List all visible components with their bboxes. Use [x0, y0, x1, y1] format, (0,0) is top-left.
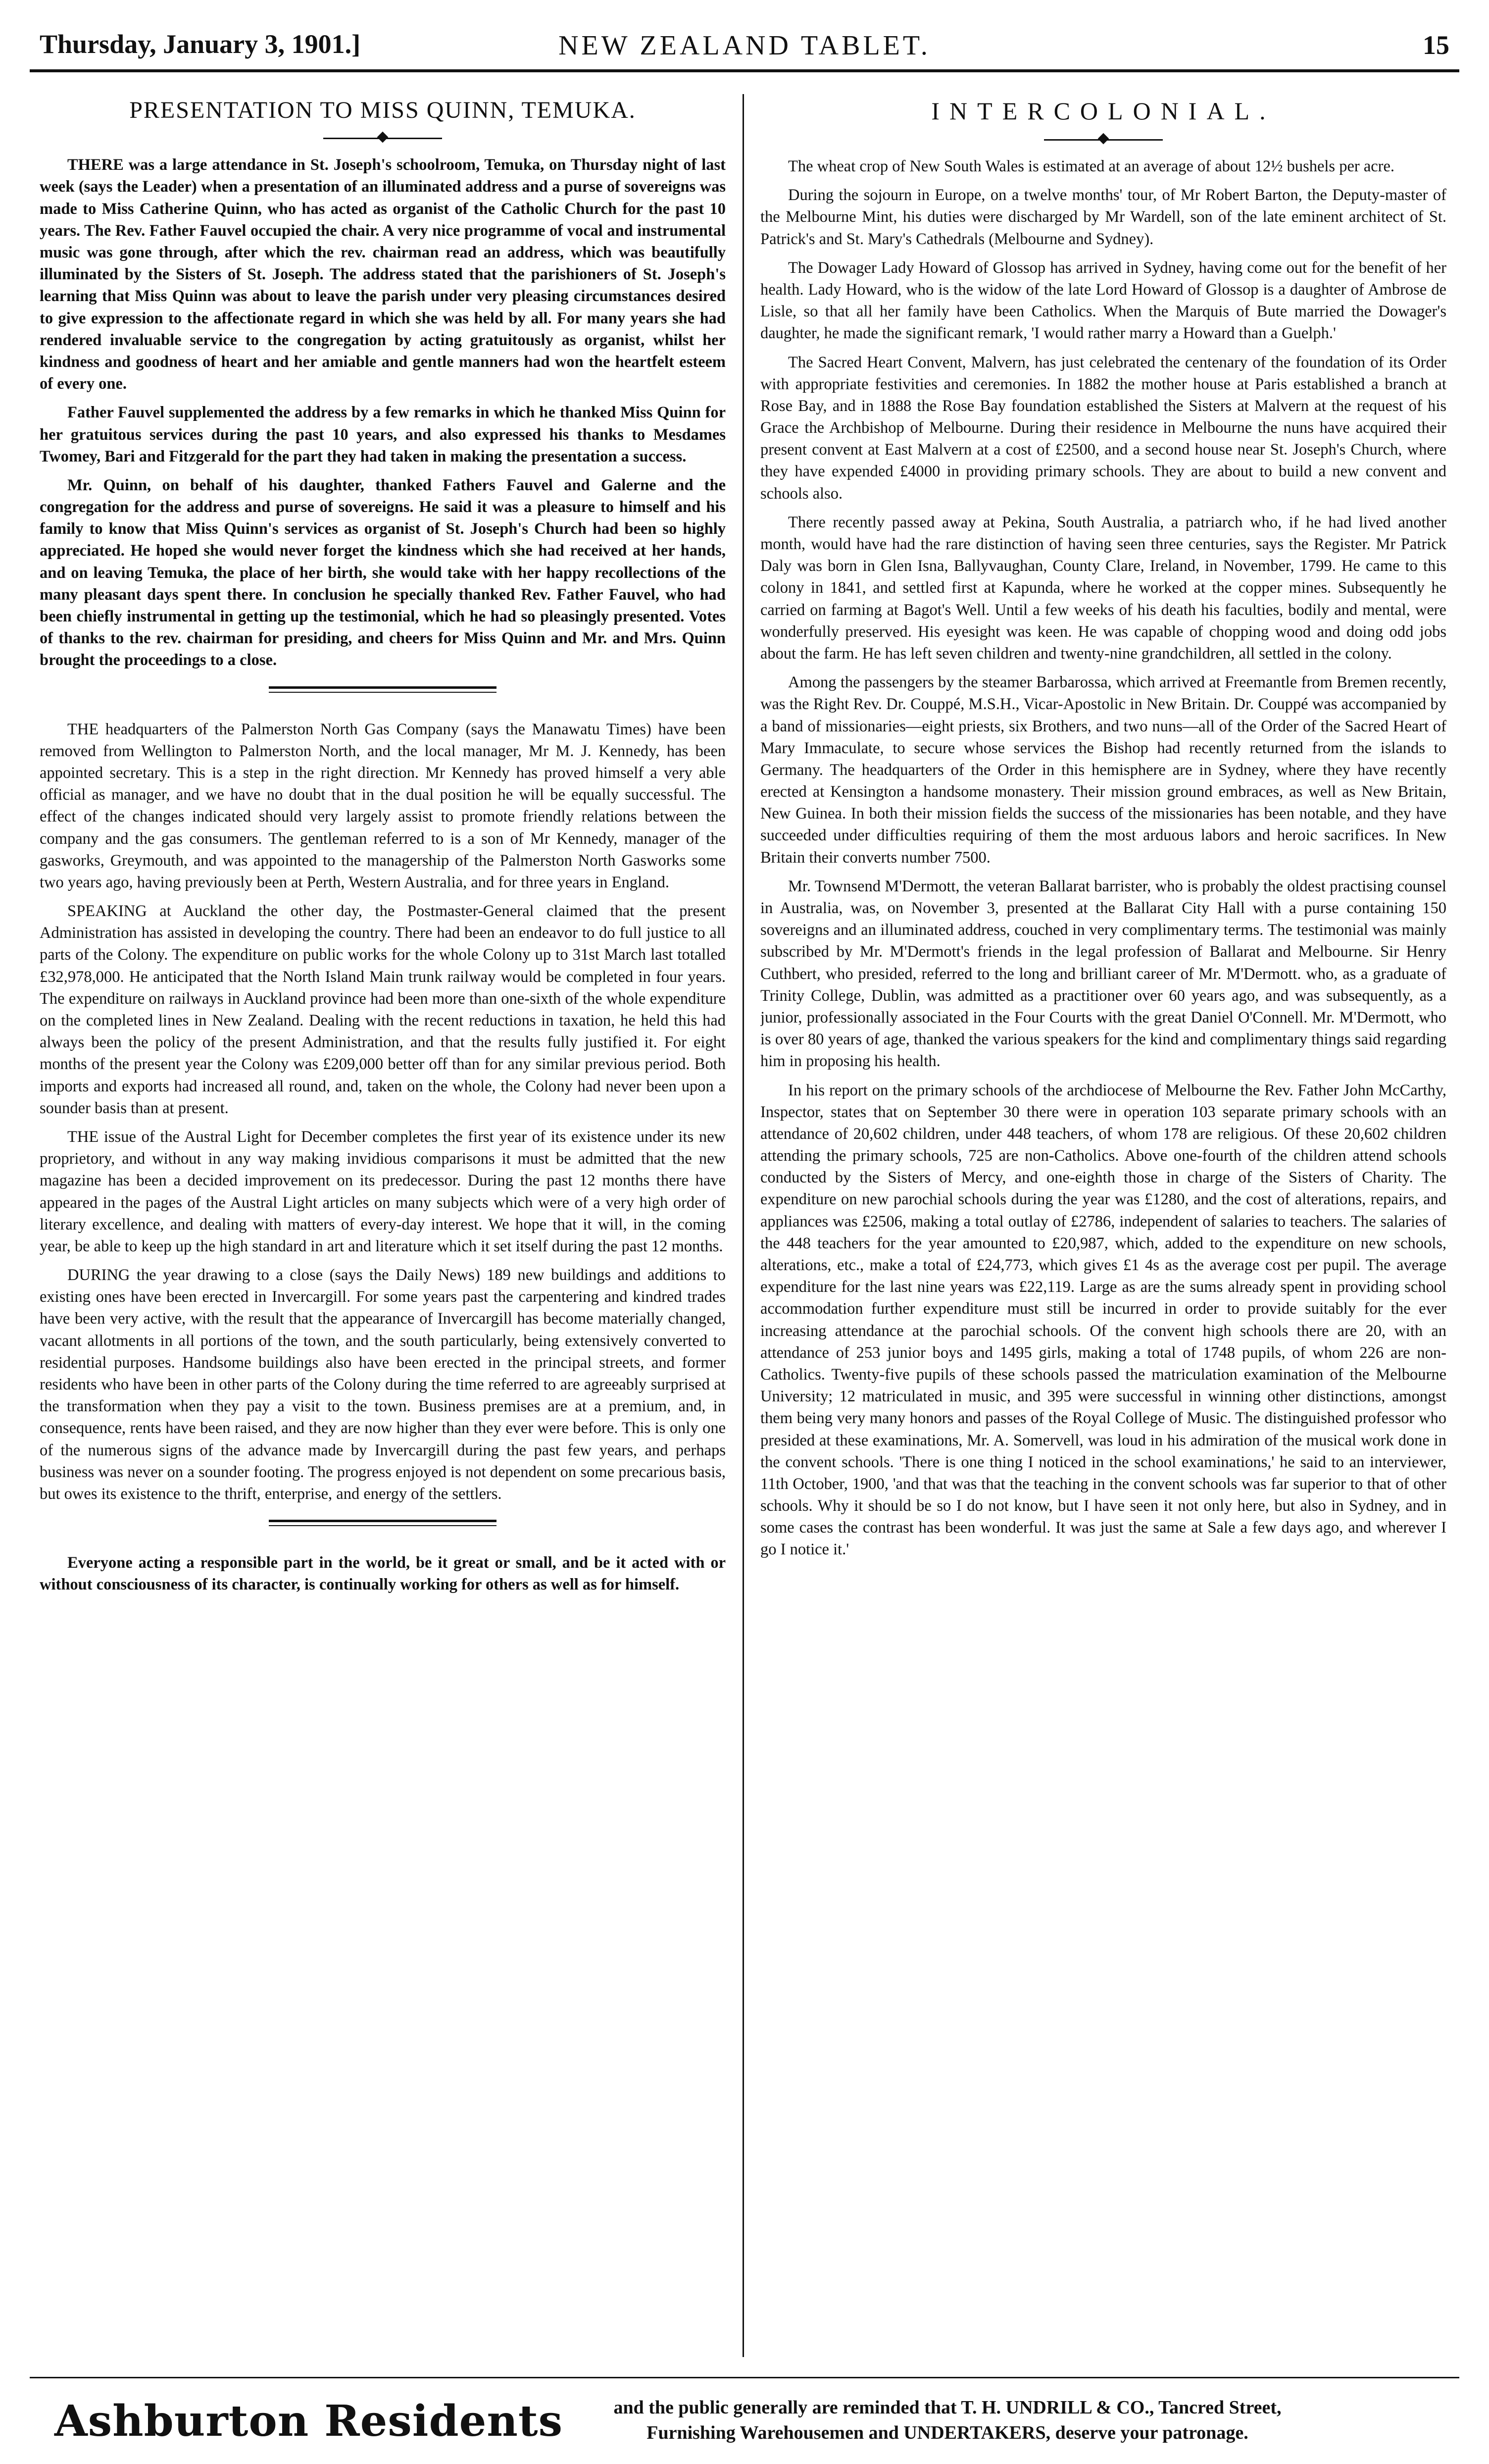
news-paragraph: Mr. Townsend M'Dermott, the veteran Ballarat barrister, who is probably the oldest practising counsel in Australia, was, on November 3, presented at the Ballarat City Hall with a purse containing 150 sovereigns and an illuminated address, couched in very complimentary terms. The testimonial was mainly subscribed by Mr. M'Dermott's friends in the legal profession of Ballarat and Melbourne. Sir Henry Cuthbert, who presided, referred to the long and brilliant career of Mr. M'Dermott. who, as a graduate of Trinity College, Dublin, was admitted as a practitioner over 60 years ago, and was subsequently, as a junior, professionally associated in the Four Courts with the great Daniel O'Connell. Mr. M'Dermott, who is over 80 years of age, thanked the various speakers for the kind and complimentary things said regarding him in proposing his health. — [760, 877, 1446, 1071]
closing-paragraph: Everyone acting a responsible part in the world, be it great or small, and be it acted with or without consciousness of its character, is continually working for others as well as for himself. — [40, 1554, 726, 1594]
title-ornament — [323, 133, 442, 143]
title-ornament — [1044, 135, 1163, 145]
right-column — [760, 89, 1446, 2362]
news-paragraph: Among the passengers by the steamer Barbarossa, which arrived at Freemantle from Bremen recently, was the Right Rev. Dr. Couppé, M.S.H., Vicar-Apostolic in New Britain. Dr. Couppé was accompanied by a band of missionaries—eight priests, six Brothers, and two nuns—all of the Order of the Sacred Heart of Mary Immaculate, to secure whose services the Bishop had recently returned from the islands to Germany. The headquarters of the Order in this hemisphere are in Sydney, where they have recently erected at Kensington a handsome monastery. Their mission ground embraces, as well as New Britain, New Guinea. In both their mission fields the success of the missionaries has been notable, and they have succeeded under difficulties requiring of them the most arduous labors and heroic sacrifices. In New Britain their converts number 7500. — [760, 673, 1446, 867]
news-paragraph: The Dowager Lady Howard of Glossop has arrived in Sydney, having come out for the benefit of her health. Lady Howard, who is the widow of the late Lord Howard of Glossop is a daughter of Ambrose de Lisle, so that all her family have been Catholics. When the Marquis of Bute married the Dowager's daughter, he made the significant remark, 'I would rather marry a Howard than a Guelph.' — [760, 258, 1446, 343]
section-separator — [269, 1520, 496, 1526]
news-paragraph: SPEAKING at Auckland the other day, the Postmaster-General claimed that the present Administration has assisted in developing the country. There had been an endeavor to do full justice to all parts of the Colony. The expenditure on public works for the whole Colony up to 31st March last totalled £32,978,000. He anticipated that the North Island Main trunk railway would be completed in four years. The expenditure on railways in Auckland province had been more than one-sixth of the whole expenditure on the completed lines in New Zealand. Dealing with the recent reductions in taxation, he held this had always been the policy of the present Administration, and that the results fully justified it. For eight months of the present year the Colony was £209,000 better off than for any similar previous period. Both imports and exports had increased all round, and, taken on the whole, the Colony had never been upon a sounder basis than at present. — [40, 902, 726, 1117]
issue-date: Thursday, January 3, 1901.] — [40, 29, 361, 59]
news-paragraph: The Sacred Heart Convent, Malvern, has just celebrated the centenary of the foundation of its Order with appropriate festivities and ceremonies. In 1882 the mother house at Paris established a branch at Rose Bay, and in 1888 the Rose Bay foundation established the Sisters at Malvern at the request of his Grace the Archbishop of Melbourne. During their residence in Melbourne the nuns have acquired their present convent at East Malvern at a cost of £2500, and a second house near St. Joseph's Church, where they have expended £4000 in providing primary schools. They are about to build a new convent and schools also. — [760, 353, 1446, 503]
news-paragraph: DURING the year drawing to a close (says the Daily News) 189 new buildings and additions to existing ones have been erected in Invercargill. For some years past the carpentering and kindred trades have been very active, with the result that the appearance of Invercargill has become materially changed, vacant allotments in all portions of the town, and the south particularly, being extensively converted to residential purposes. Handsome buildings also have been erected in the principal streets, and former residents who have been in other parts of the Colony during the time referred to are agreeably surprised at the transformation when they pay a visit to the town. Business premises are at a premium, and, in consequence, rents have been raised, and they are now higher than they ever were before. This is only one of the numerous signs of the advance made by Invercargill during the past few years, and perhaps business was never on a sounder footing. The progress enjoyed is not dependent on some precarious basis, but owes its existence to the thrift, enterprise, and energy of the settlers. — [40, 1266, 726, 1503]
advert-line-2: Furnishing Warehousemen and UNDERTAKERS, deserve your patronage. — [646, 2422, 1248, 2444]
advert-heading: Ashburton Residents — [54, 2396, 563, 2446]
news-paragraph: The wheat crop of New South Wales is estimated at an average of about 12½ bushels per acre. — [788, 157, 1395, 175]
news-paragraph: THE issue of the Austral Light for December completes the first year of its existence under its new proprietory, and without in any way making invidious comparisons it must be admitted that the new magazine has been a decided improvement on its predecessor. During the past 12 months there have appeared in the pages of the Austral Light articles on many subjects which were of a very high order of literary excellence, and dealing with matters of every-day interest. We hope that it will, in the coming year, be able to keep up the high standard in art and literature which it set itself during the past 12 months. — [40, 1128, 726, 1255]
advert-text — [475, 2395, 1420, 2446]
advert-line-1: and the public generally are reminded that T. H. UNDRILL & CO., Tancred Street, — [613, 2397, 1282, 2418]
article-paragraph: THERE was a large attendance in St. Joseph's schoolroom, Temuka, on Thursday night of last week (says the Leader) when a presentation of an illuminated address and a purse of sovereigns was made to Miss Catherine Quinn, who has acted as organist of the Catholic Church for the past 10 years. The Rev. Father Fauvel occupied the chair. A very nice programme of vocal and instrumental music was gone through, after which the rev. chairman read an address, which was beautifully illuminated by the Sisters of St. Joseph. The address stated that the parishioners of St. Joseph's learning that Miss Quinn was about to leave the parish under very pleasing circumstances desired to give expression to the affectionate regard in which she was held by all. For many years she had rendered invaluable service to the congregation by acting gratuitously as organist, whilst her kindness and goodness of heart and her amiable and gentle manners had won the heartfelt esteem of every one. — [40, 156, 726, 393]
news-paragraph: THE headquarters of the Palmerston North Gas Company (says the Manawatu Times) have been removed from Wellington to Palmerston North, and the local manager, Mr M. J. Kennedy, has been appointed secretary. This is a step in the right direction. Mr Kennedy has proved himself a very able official as manager, and we have no doubt that in the dual position he will be equally successful. The effect of the changes indicated should very largely assist to promote friendly relations between the company and the gas consumers. The gentleman referred to is a son of Mr Kennedy, manager of the gasworks, Greymouth, and was appointed to the managership of the Palmerston North Gasworks some two years ago, having previously been at Perth, Western Australia, and for three years in England. — [40, 720, 726, 891]
news-paragraph: During the sojourn in Europe, on a twelve months' tour, of Mr Robert Barton, the Deputy-master of the Melbourne Mint, his duties were discharged by Mr Wardell, son of the late eminent architect of St. Patrick's and St. Mary's Cathedrals (Melbourne and Sydney). — [760, 186, 1446, 248]
article-title: PRESENTATION TO MISS QUINN, TEMUKA. — [129, 97, 636, 123]
section-title-intercolonial: INTERCOLONIAL. — [931, 97, 1276, 125]
article-paragraph: Mr. Quinn, on behalf of his daughter, thanked Fathers Fauvel and Galerne and the congregation for the address and purse of sovereigns. He said it was a pleasure to himself and his family to know that Miss Quinn's services as organist of St. Joseph's Church had been so highly appreciated. He hoped she would never forget the kindness which she had received at her hands, and on leaving Temuka, the place of her birth, she would take with her happy recollections of the many pleasant days spent there. In conclusion he specially thanked Rev. Father Fauvel, who had been chiefly instrumental in getting up the testimonial, which he had so pleasingly presented. Votes of thanks to the rev. chairman for presiding, and cheers for Miss Quinn and Mr. and Mrs. Quinn brought the proceedings to a close. — [40, 476, 726, 669]
advertisement-footer — [30, 2377, 1459, 2453]
page-header — [30, 15, 1459, 72]
news-paragraph: In his report on the primary schools of the archdiocese of Melbourne the Rev. Father John McCarthy, Inspector, states that on September 30 there were in operation 103 separate primary schools with an attendance of 20,602 children, under 448 teachers, of whom 178 are religious. Of these 20,602 children attending the primary schools, 725 are non-Catholics. Above one-fourth of the children attend schools conducted by the Sisters of Mercy, and one-eighth those in charge of the Sisters of Charity. The expenditure on new parochial schools during the year was £1280, and the cost of alterations, repairs, and appliances was £2506, making a total outlay of £2786, independent of salaries to teachers. The salaries of the 448 teachers for the year amounted to £20,987, which, added to the expenditure on new schools, alterations, etc., make a total of £24,773, which gives £1 4s as the average cost per pupil. The average expenditure for the last nine years was £22,119. Large as are the sums already spent in providing school accommodation further expenditure must still be incurred in order to provide suitably for the ever increasing attendance at the parochial schools. Of the convent high schools there are 20, with an attendance of 253 junior boys and 1495 girls, making a total of 1748 pupils, of whom 226 are non-Catholics. Twenty-five pupils of these schools passed the matriculation examination of the Melbourne University; 12 matriculated in music, and 395 were successful in winning other distinctions, amongst them being very many honors and passes of the Royal College of Music. The distinguished professor who presided at these examinations, Mr. A. Somervell, was loud in his admiration of the musical work done in the convent schools. 'There is one thing I noticed in the school examinations,' he said to an interviewer, 11th October, 1900, 'and that was that the teaching in the convent schools was far superior to that of other schools. Why it should be so I do not know, but I have seen it not only here, but also in Sydney, and in some cases the contrast has been wonderful. It was just the same at Sale a few days ago, and wherever I go I notice it.' — [760, 1081, 1446, 1559]
page-number: 15 — [1423, 30, 1449, 60]
publication-title: NEW ZEALAND TABLET. — [558, 30, 931, 61]
left-column — [40, 89, 726, 2362]
section-separator — [269, 686, 496, 693]
news-paragraph: There recently passed away at Pekina, South Australia, a patriarch who, if he had lived another month, would have had the rare distinction of having seen three centuries, says the Register. Mr Patrick Daly was born in Glen Isna, Ballyvaughan, County Clare, Ireland, in November, 1799. He came to this colony in 1841, and settled first at Kapunda, where he worked at the copper mines. Subsequently he carried on farming at Bagot's Well. Until a few weeks of his death his faculties, bodily and mental, were wonderfully preserved. His eyesight was keen. He was capable of chopping wood and doing odd jobs about the farm. He has left seven children and twenty-nine grandchildren, all settled in the colony. — [760, 513, 1446, 663]
article-paragraph: Father Fauvel supplemented the address by a few remarks in which he thanked Miss Quinn for her gratuitous services during the past 10 years, and also expressed his thanks to Mesdames Twomey, Bari and Fitzgerald for the part they had taken in making the presentation a success. — [40, 404, 726, 465]
column-divider — [743, 94, 744, 2357]
